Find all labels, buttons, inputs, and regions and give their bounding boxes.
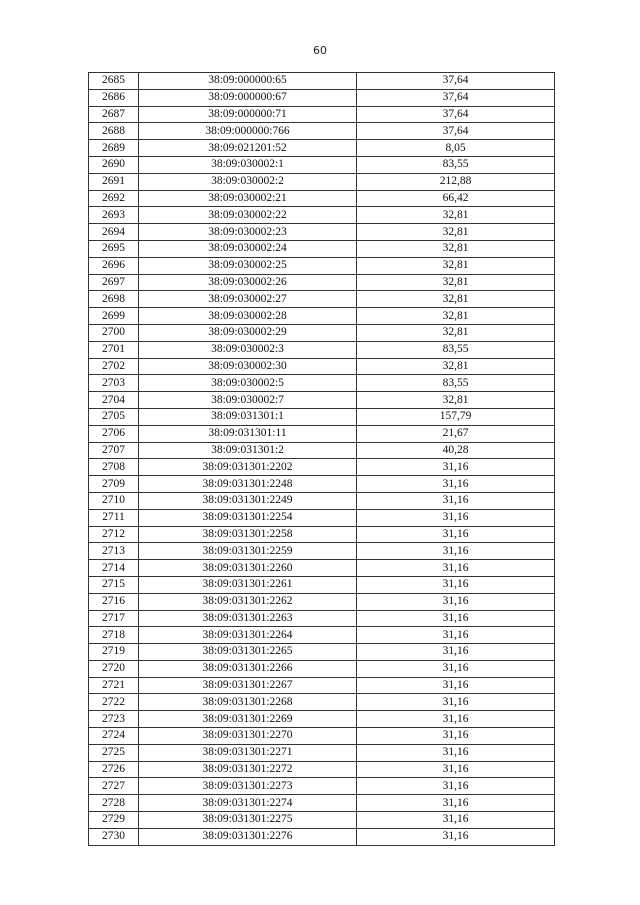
value-cell: 37,64 — [357, 73, 555, 90]
row-number-cell: 2707 — [89, 442, 139, 459]
value-cell: 32,81 — [357, 291, 555, 308]
cadastral-number-cell: 38:09:021201:52 — [139, 140, 357, 157]
value-cell: 32,81 — [357, 257, 555, 274]
row-number-cell: 2702 — [89, 358, 139, 375]
table-row — [89, 442, 555, 459]
value-cell: 31,16 — [357, 728, 555, 745]
row-number-cell: 2705 — [89, 408, 139, 425]
cadastral-number-cell: 38:09:030002:27 — [139, 291, 357, 308]
table-row — [89, 744, 555, 761]
value-cell: 31,16 — [357, 492, 555, 509]
value-cell: 32,81 — [357, 240, 555, 257]
value-cell: 31,16 — [357, 744, 555, 761]
table-row — [89, 392, 555, 409]
cadastral-number-cell: 38:09:030002:3 — [139, 341, 357, 358]
table-row — [89, 190, 555, 207]
cadastral-number-cell: 38:09:030002:29 — [139, 324, 357, 341]
row-number-cell: 2720 — [89, 660, 139, 677]
row-number-cell: 2698 — [89, 291, 139, 308]
table-row — [89, 509, 555, 526]
table-row — [89, 257, 555, 274]
cadastral-number-cell: 38:09:031301:2254 — [139, 509, 357, 526]
value-cell: 31,16 — [357, 660, 555, 677]
cadastral-number-cell: 38:09:031301:2248 — [139, 476, 357, 493]
table-row — [89, 408, 555, 425]
value-cell: 31,16 — [357, 677, 555, 694]
cadastral-number-cell: 38:09:030002:25 — [139, 257, 357, 274]
value-cell: 32,81 — [357, 324, 555, 341]
row-number-cell: 2716 — [89, 593, 139, 610]
table-row — [89, 778, 555, 795]
cadastral-number-cell: 38:09:030002:21 — [139, 190, 357, 207]
row-number-cell: 2690 — [89, 156, 139, 173]
value-cell: 31,16 — [357, 576, 555, 593]
row-number-cell: 2686 — [89, 89, 139, 106]
table-row — [89, 274, 555, 291]
table-row — [89, 576, 555, 593]
row-number-cell: 2693 — [89, 207, 139, 224]
cadastral-number-cell: 38:09:030002:28 — [139, 308, 357, 325]
cadastral-number-cell: 38:09:031301:2269 — [139, 711, 357, 728]
table-row — [89, 106, 555, 123]
table-row — [89, 711, 555, 728]
cadastral-number-cell: 38:09:030002:2 — [139, 173, 357, 190]
cadastral-number-cell: 38:09:031301:2276 — [139, 828, 357, 845]
cadastral-number-cell: 38:09:030002:24 — [139, 240, 357, 257]
cadastral-number-cell: 38:09:031301:2274 — [139, 795, 357, 812]
row-number-cell: 2711 — [89, 509, 139, 526]
cadastral-number-cell: 38:09:031301:2263 — [139, 610, 357, 627]
row-number-cell: 2728 — [89, 795, 139, 812]
row-number-cell: 2719 — [89, 644, 139, 661]
row-number-cell: 2703 — [89, 375, 139, 392]
cadastral-number-cell: 38:09:031301:2272 — [139, 761, 357, 778]
cadastral-number-cell: 38:09:031301:2273 — [139, 778, 357, 795]
cadastral-number-cell: 38:09:031301:2260 — [139, 560, 357, 577]
table-row — [89, 207, 555, 224]
cadastral-number-cell: 38:09:031301:2275 — [139, 812, 357, 829]
table-row — [89, 291, 555, 308]
table-row — [89, 308, 555, 325]
value-cell: 31,16 — [357, 828, 555, 845]
cadastral-number-cell: 38:09:030002:22 — [139, 207, 357, 224]
table-row — [89, 324, 555, 341]
table-row — [89, 593, 555, 610]
cadastral-number-cell: 38:09:031301:11 — [139, 425, 357, 442]
row-number-cell: 2730 — [89, 828, 139, 845]
cadastral-number-cell: 38:09:031301:2258 — [139, 526, 357, 543]
table-row — [89, 492, 555, 509]
table-row — [89, 627, 555, 644]
value-cell: 37,64 — [357, 106, 555, 123]
row-number-cell: 2704 — [89, 392, 139, 409]
row-number-cell: 2691 — [89, 173, 139, 190]
cadastral-number-cell: 38:09:031301:2202 — [139, 459, 357, 476]
cadastral-number-cell: 38:09:031301:2271 — [139, 744, 357, 761]
cadastral-number-cell: 38:09:031301:2249 — [139, 492, 357, 509]
table-row — [89, 425, 555, 442]
row-number-cell: 2692 — [89, 190, 139, 207]
value-cell: 31,16 — [357, 627, 555, 644]
page-number: 60 — [313, 44, 327, 57]
cadastral-number-cell: 38:09:031301:2266 — [139, 660, 357, 677]
row-number-cell: 2688 — [89, 123, 139, 140]
row-number-cell: 2710 — [89, 492, 139, 509]
row-number-cell: 2721 — [89, 677, 139, 694]
value-cell: 8,05 — [357, 140, 555, 157]
row-number-cell: 2700 — [89, 324, 139, 341]
table-row — [89, 828, 555, 845]
table-row — [89, 140, 555, 157]
table-row — [89, 694, 555, 711]
row-number-cell: 2729 — [89, 812, 139, 829]
cadastral-table — [88, 72, 555, 846]
value-cell: 83,55 — [357, 375, 555, 392]
cadastral-number-cell: 38:09:000000:65 — [139, 73, 357, 90]
table-row — [89, 812, 555, 829]
cadastral-number-cell: 38:09:030002:30 — [139, 358, 357, 375]
cadastral-number-cell: 38:09:031301:2264 — [139, 627, 357, 644]
table-row — [89, 560, 555, 577]
table-body — [89, 73, 555, 846]
value-cell: 32,81 — [357, 207, 555, 224]
row-number-cell: 2724 — [89, 728, 139, 745]
row-number-cell: 2727 — [89, 778, 139, 795]
value-cell: 21,67 — [357, 425, 555, 442]
cadastral-number-cell: 38:09:031301:2262 — [139, 593, 357, 610]
row-number-cell: 2699 — [89, 308, 139, 325]
row-number-cell: 2695 — [89, 240, 139, 257]
value-cell: 31,16 — [357, 560, 555, 577]
row-number-cell: 2717 — [89, 610, 139, 627]
row-number-cell: 2725 — [89, 744, 139, 761]
row-number-cell: 2706 — [89, 425, 139, 442]
value-cell: 31,16 — [357, 476, 555, 493]
cadastral-number-cell: 38:09:000000:67 — [139, 89, 357, 106]
table-row — [89, 677, 555, 694]
row-number-cell: 2709 — [89, 476, 139, 493]
row-number-cell: 2701 — [89, 341, 139, 358]
value-cell: 31,16 — [357, 509, 555, 526]
table-row — [89, 224, 555, 241]
table-row — [89, 375, 555, 392]
cadastral-number-cell: 38:09:031301:2259 — [139, 543, 357, 560]
value-cell: 212,88 — [357, 173, 555, 190]
row-number-cell: 2712 — [89, 526, 139, 543]
value-cell: 31,16 — [357, 644, 555, 661]
value-cell: 31,16 — [357, 812, 555, 829]
table-row — [89, 73, 555, 90]
value-cell: 32,81 — [357, 358, 555, 375]
row-number-cell: 2723 — [89, 711, 139, 728]
row-number-cell: 2685 — [89, 73, 139, 90]
table-row — [89, 526, 555, 543]
cadastral-number-cell: 38:09:030002:1 — [139, 156, 357, 173]
table-row — [89, 358, 555, 375]
value-cell: 83,55 — [357, 341, 555, 358]
value-cell: 31,16 — [357, 694, 555, 711]
cadastral-number-cell: 38:09:031301:2 — [139, 442, 357, 459]
value-cell: 31,16 — [357, 543, 555, 560]
cadastral-number-cell: 38:09:031301:2270 — [139, 728, 357, 745]
value-cell: 31,16 — [357, 795, 555, 812]
table-row — [89, 610, 555, 627]
value-cell: 37,64 — [357, 123, 555, 140]
table-row — [89, 660, 555, 677]
value-cell: 157,79 — [357, 408, 555, 425]
table-row — [89, 543, 555, 560]
value-cell: 83,55 — [357, 156, 555, 173]
table-row — [89, 123, 555, 140]
value-cell: 37,64 — [357, 89, 555, 106]
value-cell: 66,42 — [357, 190, 555, 207]
table-row — [89, 341, 555, 358]
table-row — [89, 476, 555, 493]
table-row — [89, 761, 555, 778]
table-row — [89, 156, 555, 173]
cadastral-number-cell: 38:09:000000:766 — [139, 123, 357, 140]
row-number-cell: 2718 — [89, 627, 139, 644]
cadastral-number-cell: 38:09:000000:71 — [139, 106, 357, 123]
cadastral-number-cell: 38:09:031301:1 — [139, 408, 357, 425]
table-row — [89, 459, 555, 476]
row-number-cell: 2714 — [89, 560, 139, 577]
row-number-cell: 2722 — [89, 694, 139, 711]
row-number-cell: 2713 — [89, 543, 139, 560]
cadastral-number-cell: 38:09:030002:23 — [139, 224, 357, 241]
table-row — [89, 728, 555, 745]
table-row — [89, 795, 555, 812]
value-cell: 40,28 — [357, 442, 555, 459]
cadastral-number-cell: 38:09:031301:2267 — [139, 677, 357, 694]
value-cell: 32,81 — [357, 274, 555, 291]
table-row — [89, 173, 555, 190]
row-number-cell: 2694 — [89, 224, 139, 241]
row-number-cell: 2697 — [89, 274, 139, 291]
cadastral-number-cell: 38:09:031301:2261 — [139, 576, 357, 593]
row-number-cell: 2687 — [89, 106, 139, 123]
value-cell: 31,16 — [357, 526, 555, 543]
cadastral-number-cell: 38:09:031301:2268 — [139, 694, 357, 711]
table-row — [89, 89, 555, 106]
cadastral-number-cell: 38:09:030002:7 — [139, 392, 357, 409]
value-cell: 31,16 — [357, 778, 555, 795]
value-cell: 32,81 — [357, 392, 555, 409]
row-number-cell: 2708 — [89, 459, 139, 476]
cadastral-number-cell: 38:09:030002:26 — [139, 274, 357, 291]
table-row — [89, 644, 555, 661]
value-cell: 31,16 — [357, 761, 555, 778]
value-cell: 31,16 — [357, 593, 555, 610]
row-number-cell: 2696 — [89, 257, 139, 274]
value-cell: 31,16 — [357, 610, 555, 627]
value-cell: 32,81 — [357, 308, 555, 325]
value-cell: 31,16 — [357, 711, 555, 728]
table-row — [89, 240, 555, 257]
row-number-cell: 2726 — [89, 761, 139, 778]
row-number-cell: 2715 — [89, 576, 139, 593]
cadastral-number-cell: 38:09:030002:5 — [139, 375, 357, 392]
value-cell: 31,16 — [357, 459, 555, 476]
cadastral-number-cell: 38:09:031301:2265 — [139, 644, 357, 661]
row-number-cell: 2689 — [89, 140, 139, 157]
value-cell: 32,81 — [357, 224, 555, 241]
